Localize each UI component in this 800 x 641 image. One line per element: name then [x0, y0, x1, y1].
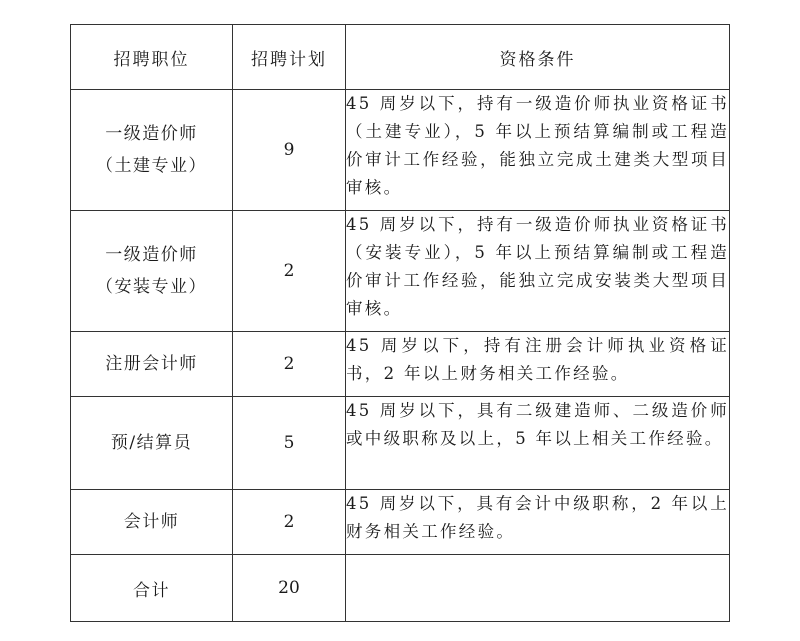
plan-cell: 9	[233, 90, 346, 211]
position-name: 预/结算员	[110, 433, 193, 453]
plan-cell: 2	[233, 211, 346, 332]
position-specialty: （土建专业）	[96, 156, 207, 176]
position-cell	[71, 211, 233, 332]
table-row	[71, 332, 730, 397]
plan-cell: 2	[233, 490, 346, 555]
table-row	[71, 90, 730, 211]
table-row	[71, 211, 730, 332]
position-cell	[71, 332, 233, 397]
table-row	[71, 397, 730, 490]
position-name: 注册会计师	[105, 354, 198, 374]
position-name: 一级造价师	[105, 245, 198, 265]
plan-cell: 2	[233, 332, 346, 397]
header-position: 招聘职位	[71, 25, 233, 90]
recruitment-table	[70, 24, 730, 622]
total-requirements	[346, 555, 730, 622]
plan-cell: 5	[233, 397, 346, 490]
total-label: 合计	[71, 555, 233, 622]
position-cell	[71, 397, 233, 490]
total-row	[71, 555, 730, 622]
requirements-cell: 45 周岁以下，持有注册会计师执业资格证书，2 年以上财务相关工作经验。	[346, 332, 730, 397]
header-requirements: 资格条件	[346, 25, 730, 90]
position-cell	[71, 490, 233, 555]
position-cell	[71, 90, 233, 211]
header-plan: 招聘计划	[233, 25, 346, 90]
requirements-cell: 45 周岁以下，具有二级建造师、二级造价师或中级职称及以上，5 年以上相关工作经验。	[346, 397, 730, 490]
requirements-cell: 45 周岁以下，持有一级造价师执业资格证书（土建专业），5 年以上预结算编制或工程造价审计工作经验，能独立完成土建类大型项目审核。	[346, 90, 730, 211]
position-specialty: （安装专业）	[96, 277, 207, 297]
position-name: 一级造价师	[105, 124, 198, 144]
requirements-cell: 45 周岁以下，持有一级造价师执业资格证书（安装专业），5 年以上预结算编制或工程造价审计工作经验，能独立完成安装类大型项目审核。	[346, 211, 730, 332]
total-plan: 20	[233, 555, 346, 622]
table-row	[71, 490, 730, 555]
position-name: 会计师	[123, 512, 180, 532]
table-header-row	[71, 25, 730, 90]
requirements-cell: 45 周岁以下，具有会计中级职称，2 年以上财务相关工作经验。	[346, 490, 730, 555]
